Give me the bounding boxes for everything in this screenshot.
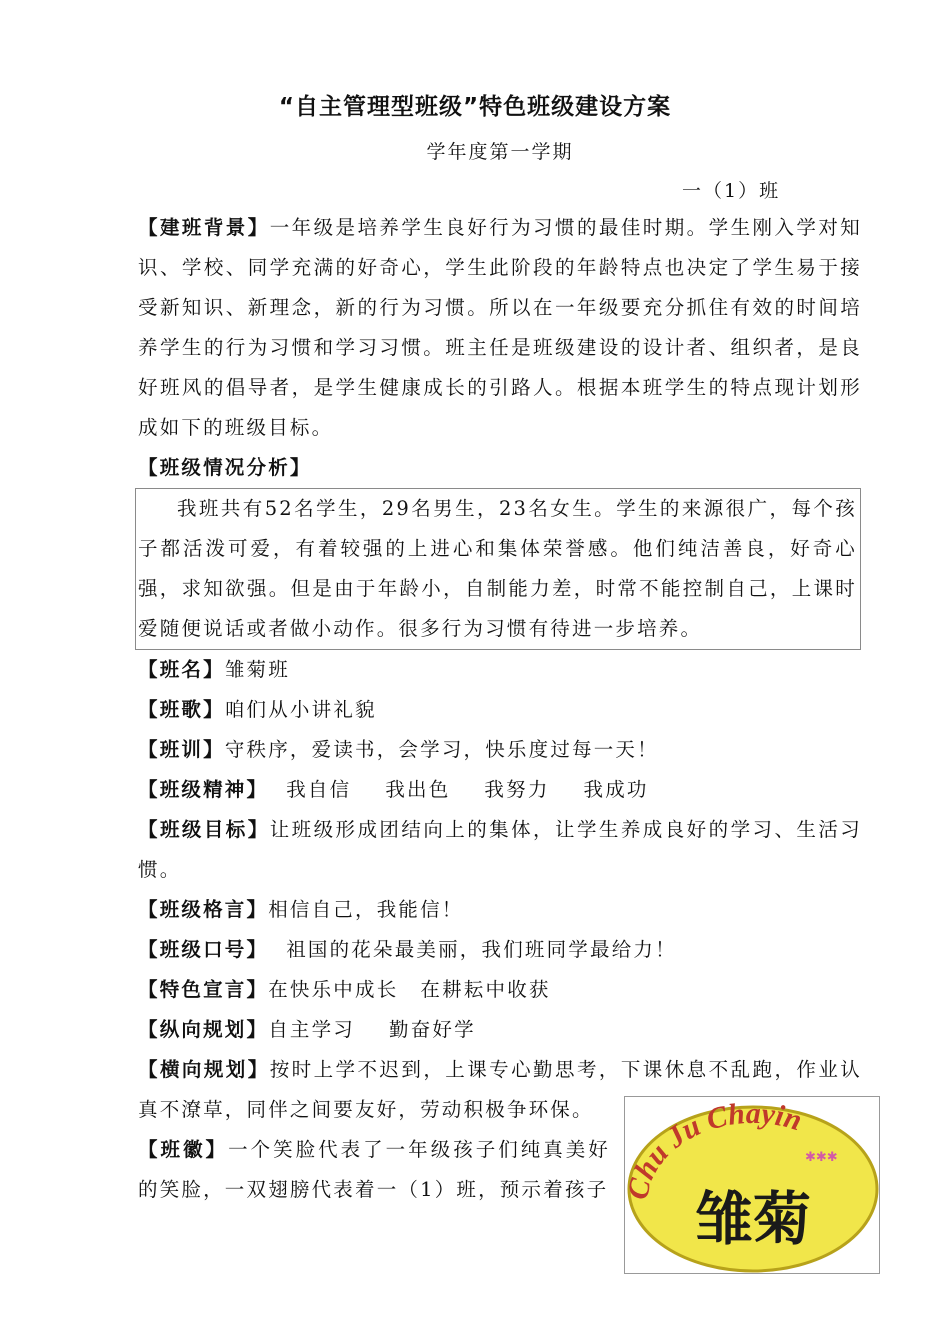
section-heading: 【班级格言】 [138,898,269,921]
section-emblem [138,1130,610,1210]
document-body [138,208,862,1210]
section-heading: 【班训】 [138,738,225,761]
class-emblem-image [624,1096,880,1274]
section-spirit [138,770,862,810]
section-text: 一个笑脸代表了一年级孩子们纯真美好的笑脸，一双翅膀代表着一（1）班，预示着孩子 [138,1138,610,1201]
section-heading: 【班级目标】 [138,818,270,841]
declaration-item: 在快乐中成长 [268,978,399,1001]
section-goal [138,810,862,890]
section-heading: 【建班背景】 [138,216,270,239]
page-subtitle: 学年度第一学期 [426,141,574,163]
section-heading: 【班名】 [138,658,225,681]
emblem-sparkle: ✱✱✱ [805,1150,838,1165]
vertical-item: 勤奋好学 [389,1018,476,1041]
section-motto [138,730,862,770]
section-analysis-box: 我班共有52名学生，29名男生，23名女生。学生的来源很广，每个孩子都活泼可爱，有着较强的上进心和集体荣誉感。他们纯洁善良，好奇心强，求知欲强。但是由于年龄小，自制能力差，时常不能控制自己，上课时爱随便说话或者做小动作。很多行为习惯有待进一步培养。 [135,488,861,650]
daisy-emblem-icon [625,1097,879,1273]
section-text: 咱们从小讲礼貌 [224,698,377,721]
spirit-item: 我努力 [484,778,550,801]
section-text: 让班级形成团结向上的集体，让学生养成良好的学习、生活习惯。 [138,818,862,881]
section-heading: 【纵向规划】 [138,1018,269,1041]
section-text: 祖国的花朵最美丽，我们班同学最给力！ [286,938,677,961]
section-declaration [138,970,862,1010]
section-heading: 【班级情况分析】 [138,456,312,479]
spirit-item: 我出色 [385,778,451,801]
class-name: 一（1）班 [682,180,781,202]
section-background [138,208,862,448]
section-heading: 【班歌】 [138,698,225,721]
section-vertical [138,1010,862,1050]
emblem-arc-text: hu Ju Chayin [628,1097,806,1185]
section-heading: 【横向规划】 [138,1058,270,1081]
section-name [138,650,862,690]
section-song [138,690,862,730]
section-text: 按时上学不迟到，上课专心勤思考，下课休息不乱跑，作业认真不潦草，同伴之间要友好，劳动积极争环保。 [138,1058,862,1121]
declaration-item: 在耕耘中收获 [420,978,551,1001]
section-heading: 【特色宣言】 [138,978,269,1001]
section-text: 相信自己，我能信！ [268,898,464,921]
section-text: 一年级是培养学生良好行为习惯的最佳时期。学生刚入学对知识、学校、同学充满的好奇心，学生此阶段的年龄特点也决定了学生易于接受新知识、新理念，新的行为习惯。所以在一年级要充分抓住有效的时间培养学生的行为习惯和学习习惯。班主任是班级建设的设计者、组织者，是良好班风的倡导者，是学生健康成长的引路人。根据本班学生的特点现计划形成如下的班级目标。 [138,216,862,439]
section-slogan [138,930,862,970]
emblem-center-text: 雏菊 [694,1185,812,1253]
section-text: 雏菊班 [224,658,290,681]
section-heading: 【班级精神】 [138,778,269,801]
section-heading: 【班徽】 [138,1138,229,1161]
section-maxim [138,890,862,930]
vertical-item: 自主学习 [268,1018,356,1041]
section-text: 守秩序，爱读书，会学习，快乐度过每一天！ [224,738,659,761]
section-analysis-heading [138,448,862,488]
spirit-item: 我自信 [286,778,352,801]
page-title: “自主管理型班级”特色班级建设方案 [278,94,672,120]
spirit-item: 我成功 [583,778,649,801]
section-heading: 【班级口号】 [138,938,269,961]
